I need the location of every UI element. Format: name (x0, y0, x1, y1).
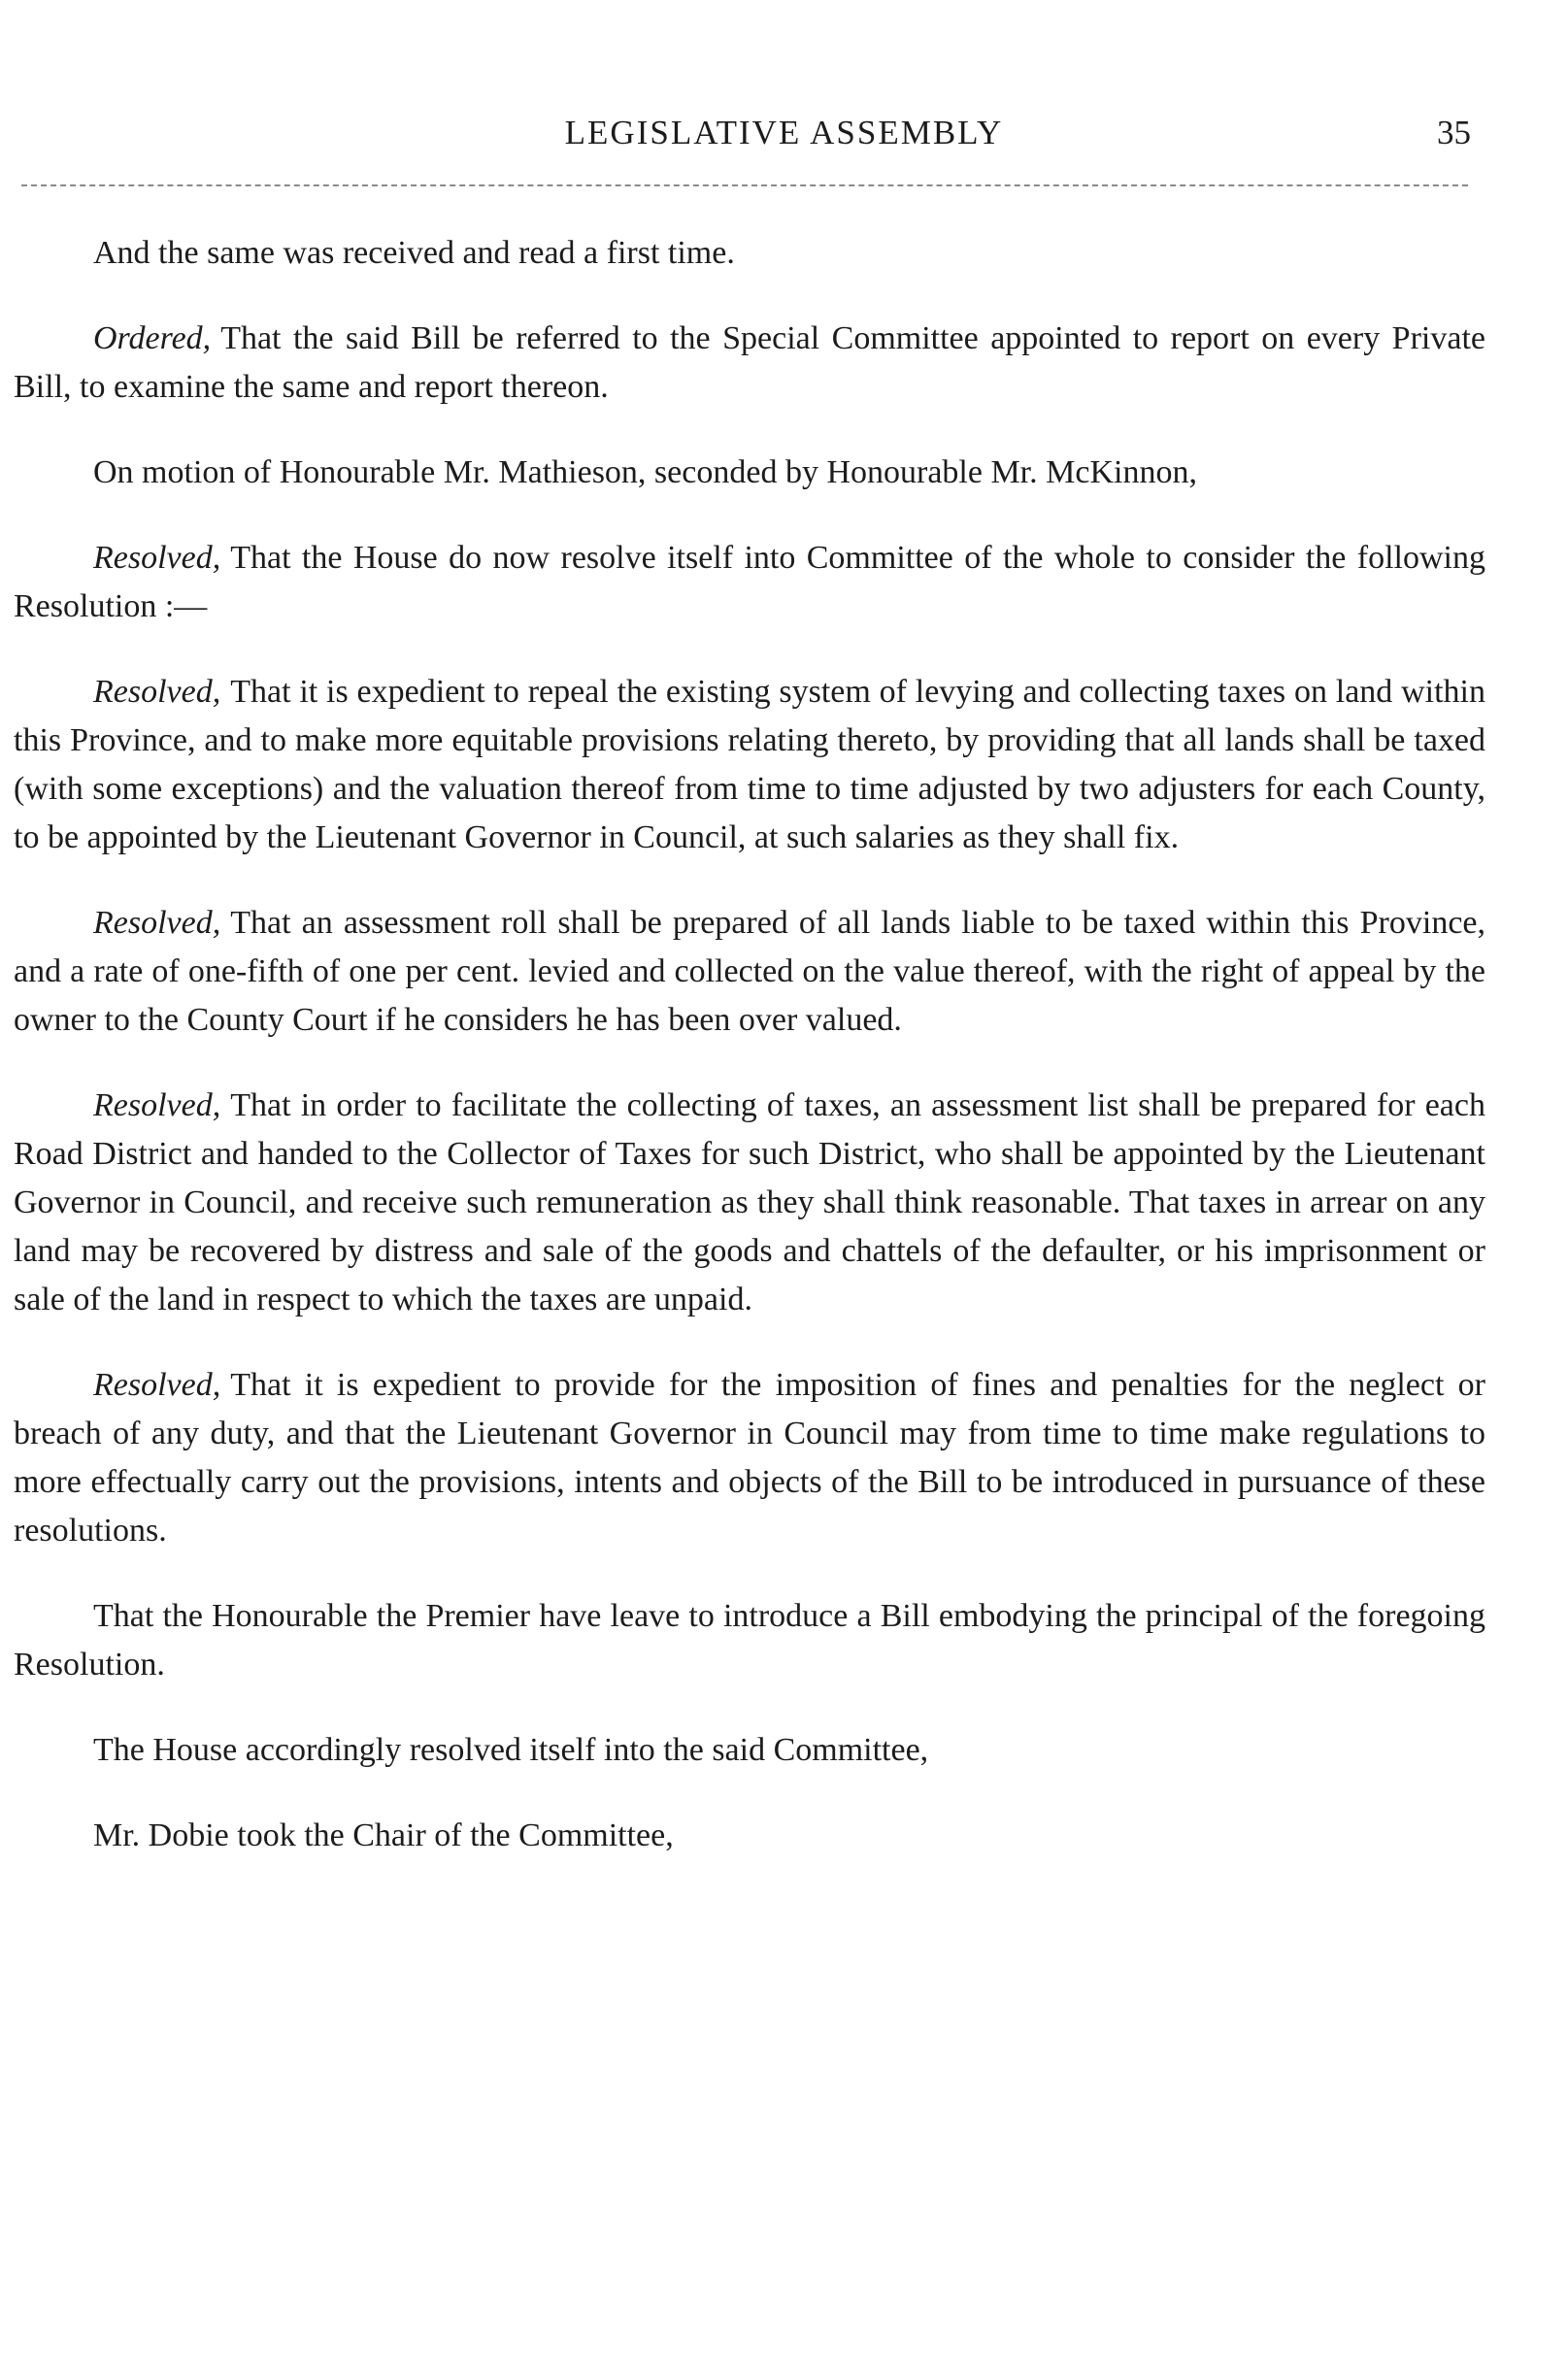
paragraph (14, 899, 1485, 1045)
paragraph-text: Mr. Dobie took the Chair of the Committee, (93, 1817, 674, 1853)
paragraph-lead: Ordered, (93, 320, 212, 356)
page-header (0, 109, 1568, 157)
page-number: 35 (1437, 114, 1471, 151)
paragraph (14, 1592, 1485, 1689)
paragraph (14, 449, 1485, 497)
paragraph (14, 1812, 1485, 1860)
paragraph-lead: Resolved, (93, 1367, 221, 1403)
paragraph-text: That in order to facilitate the collecting of taxes, an assessment list shall be prepared for each Road District and handed to the Collector of Taxes for such District, who shall be appointed by the Lieutenant Governor in Council, and receive such remuneration as they shall think reasonable. That taxes in arrear on any land may be recovered by distress and sale of the goods and chattels of the defaulter, or his imprisonment or sale of the land in respect to which the taxes are unpaid. (14, 1087, 1485, 1317)
paragraph-text: That it is expedient to repeal the existing system of levying and collecting taxes on land within this Province, and to make more equitable provisions relating thereto, by providing that all lands shall be taxed (with some exceptions) and the valuation thereof from time to time adjusted by two adjusters for each County, to be appointed by the Lieutenant Governor in Council, at such salaries as they shall fix. (14, 674, 1485, 855)
paragraph-text: That the House do now resolve itself into Committee of the whole to consider the following Resolution :— (14, 540, 1485, 624)
paragraph-text: That the Honourable the Premier have leave to introduce a Bill embodying the principal of the foregoing Resolution. (14, 1598, 1485, 1683)
paragraph-lead: Resolved, (93, 1087, 221, 1123)
paragraph (14, 668, 1485, 862)
paragraph-text: That it is expedient to provide for the imposition of fines and penalties for the neglect or breach of any duty, and that the Lieutenant Governor in Council may from time to time make regulations to more effectually carry out the provisions, intents and objects of the Bill to be introduced in pursuance of these resolutions. (14, 1367, 1485, 1549)
paragraph-text: The House accordingly resolved itself into the said Committee, (93, 1732, 929, 1768)
paragraph-lead: Resolved, (93, 674, 221, 710)
paragraph-text: On motion of Honourable Mr. Mathieson, seconded by Honourable Mr. McKinnon, (93, 454, 1197, 490)
paragraph-text: And the same was received and read a first time. (93, 235, 735, 271)
paragraph-lead: Resolved, (93, 905, 221, 941)
paragraph-text: That an assessment roll shall be prepared of all lands liable to be taxed within this Province, and a rate of one-fifth of one per cent. levied and collected on the value thereof, with the right of appeal by the owner to the County Court if he considers he has been over valued. (14, 905, 1485, 1038)
paragraph (14, 1726, 1485, 1775)
paragraph-lead: Resolved, (93, 540, 221, 576)
header-rule (21, 184, 1468, 186)
paragraph (14, 315, 1485, 412)
paragraph (14, 1361, 1485, 1555)
paragraph (14, 534, 1485, 631)
paragraph-text: That the said Bill be referred to the Special Committee appointed to report on every Private Bill, to examine the same and report thereon. (14, 320, 1485, 405)
running-title: LEGISLATIVE ASSEMBLY (564, 114, 1004, 151)
paragraph (14, 229, 1485, 278)
body-text (14, 229, 1485, 1897)
paragraph (14, 1082, 1485, 1324)
